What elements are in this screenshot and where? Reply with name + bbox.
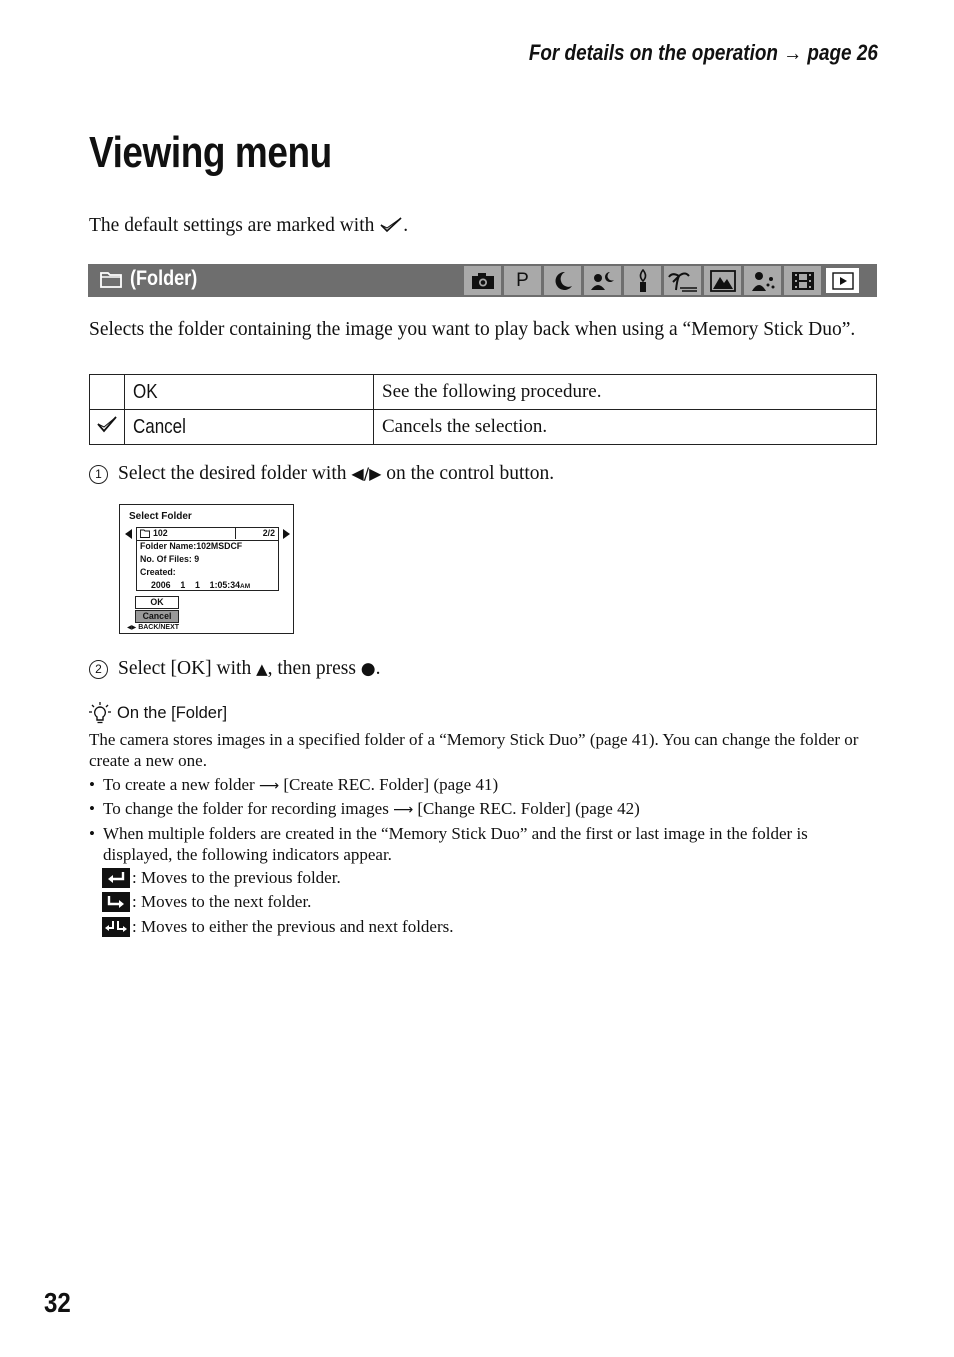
- folder-icon: [100, 270, 122, 288]
- twilight-icon: [544, 266, 581, 295]
- step-2: [89, 658, 381, 680]
- default-marker-cell: [90, 410, 125, 445]
- right-arrow-icon: ⟶: [393, 802, 414, 818]
- screen-cancel-button[interactable]: Cancel: [135, 610, 179, 623]
- section-header-bar: [88, 264, 877, 297]
- folder-header-row: [137, 528, 278, 541]
- candle-icon: [624, 266, 661, 295]
- screen-ok-button[interactable]: OK: [135, 596, 179, 609]
- option-name: OK: [125, 375, 374, 410]
- folder-info-panel: [136, 527, 279, 591]
- camera-screen-illustration: [119, 504, 294, 634]
- step-number: 1: [89, 465, 108, 484]
- step-1: [89, 463, 554, 485]
- twilight-portrait-icon: [584, 266, 621, 295]
- screen-title: Select Folder: [129, 511, 192, 522]
- default-marker-cell: [90, 375, 125, 410]
- header-reference-text: For details on the operation: [528, 40, 779, 65]
- screen-footer: ◀▶ BACK/NEXT: [127, 624, 180, 631]
- created-date: 2006 1 1 1:05:34AM: [151, 580, 251, 590]
- step-text: Select the desired folder with ◀/▶ on the control button.: [118, 463, 555, 484]
- default-settings-note: The default settings are marked with .: [89, 215, 409, 236]
- next-folder-icon: [102, 892, 130, 912]
- left-arrow-icon: [125, 529, 133, 539]
- landscape-icon: [704, 266, 741, 295]
- indicator-previous-next: : Moves to either the previous and next folders.: [102, 917, 454, 937]
- list-item: • When multiple folders are created in the “Memory Stick Duo” and the first or last image in the folder is displayed, the following indicators appear.: [89, 824, 808, 864]
- list-item: • To change the folder for recording images ⟶ [Change REC. Folder] (page 42): [89, 799, 640, 818]
- header-reference-page[interactable]: page 26: [807, 40, 878, 65]
- soft-snap-icon: [744, 266, 781, 295]
- option-description: See the following procedure.: [374, 375, 877, 410]
- camera-auto-icon: [464, 266, 501, 295]
- option-name: Cancel: [125, 410, 374, 445]
- previous-next-folder-icon: [102, 917, 130, 937]
- right-arrow-icon: →: [783, 40, 803, 65]
- movie-icon: [784, 266, 821, 295]
- options-table: [89, 374, 877, 445]
- page-number: 32: [44, 1287, 71, 1318]
- playback-icon: [824, 266, 861, 295]
- table-row: [90, 410, 877, 445]
- folder-number: 102: [153, 528, 168, 538]
- list-item: • To create a new folder ⟶ [Create REC. Folder] (page 41): [89, 775, 499, 794]
- step-number: 2: [89, 660, 108, 679]
- default-note-text: The default settings are marked with: [89, 215, 375, 236]
- option-description: Cancels the selection.: [374, 410, 877, 445]
- created-label: Created:: [140, 567, 176, 577]
- section-intro: Selects the folder containing the image you want to play back when using a “Memory Stick Duo”.: [89, 319, 856, 340]
- file-count: No. Of Files: 9: [140, 554, 200, 564]
- tip-body: The camera stores images in a specified folder of a “Memory Stick Duo” (page 41). You can change the folder or create a new one.: [89, 730, 859, 770]
- left-right-arrows-icon: ◀▶: [127, 624, 137, 631]
- table-row: [90, 375, 877, 410]
- check-mark-icon: [379, 217, 403, 233]
- section-title-label: (Folder): [130, 267, 198, 290]
- check-mark-icon: [96, 415, 118, 433]
- beach-icon: [664, 266, 701, 295]
- previous-folder-icon: [102, 868, 130, 888]
- section-title: [100, 267, 208, 291]
- mode-icon-strip: [464, 266, 861, 295]
- indicator-next: : Moves to the next folder.: [102, 892, 311, 912]
- hint-bulb-icon: [89, 702, 111, 724]
- right-arrow-icon: [282, 529, 290, 539]
- tip-heading: On the [Folder]: [89, 702, 227, 724]
- header-reference: [472, 40, 878, 66]
- indicator-previous: : Moves to the previous folder.: [102, 868, 341, 888]
- step-text: Select [OK] with ▲, then press ●.: [118, 658, 381, 679]
- folder-name: Folder Name:102MSDCF: [140, 541, 243, 551]
- screen-buttons: [135, 596, 180, 624]
- folder-icon: [140, 529, 150, 538]
- page-title: Viewing menu: [89, 128, 332, 177]
- right-arrow-icon: ⟶: [258, 778, 280, 794]
- program-p-icon: P: [504, 266, 541, 295]
- folder-count: 2/2: [262, 528, 275, 538]
